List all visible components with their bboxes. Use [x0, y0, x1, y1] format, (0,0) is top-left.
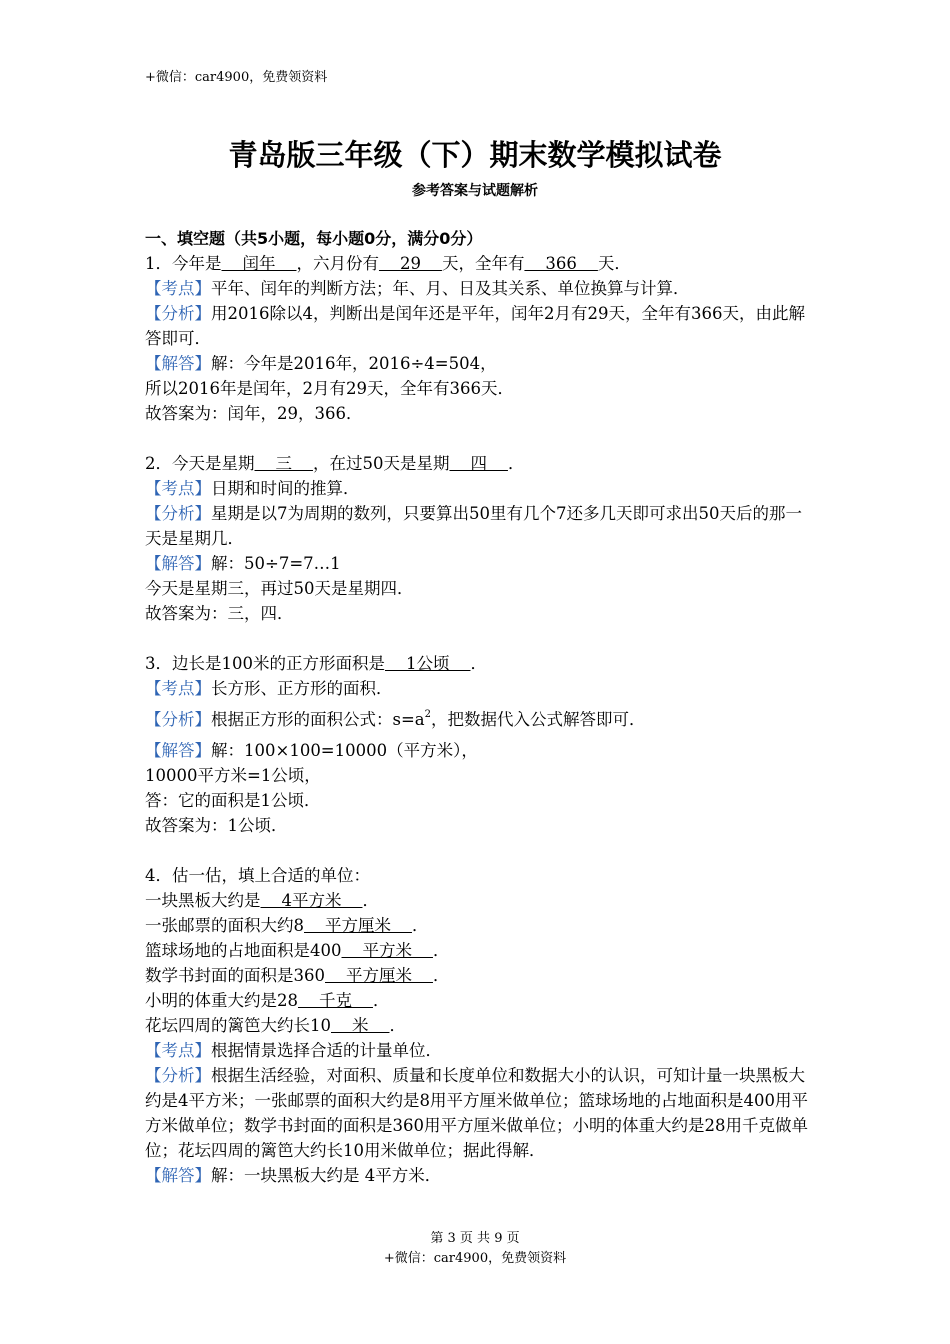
q2-jieda — [145, 551, 810, 576]
q2-text-1: 2．今天是星期 — [145, 454, 255, 473]
fenxi-tag: 【分析】 — [145, 710, 211, 729]
q4-item-text: 花坛四周的篱笆大约长10 — [145, 1016, 331, 1035]
q4-item-end: ． — [362, 891, 379, 910]
q1-text-1: 1．今年是 — [145, 254, 222, 273]
document-body — [145, 226, 810, 1188]
q3-fenxi-superscript: 2 — [424, 708, 432, 720]
q1-solution-line-2: 所以2016年是闰年，2月有29天，全年有366天． — [145, 379, 514, 398]
q3-fenxi-text-b: ，把数据代入公式解答即可． — [431, 710, 646, 729]
q3-fenxi-text-a: 根据正方形的面积公式：s=a — [211, 710, 425, 729]
q1-answer-1: 闰年 — [221, 254, 297, 273]
q1-jieda-text: 解：今年是2016年，2016÷4=504， — [211, 354, 497, 373]
q3-solution-line-2: 10000平方米=1公顷， — [145, 766, 321, 785]
q4-fenxi-text: 根据生活经验，对面积、质量和长度单位和数据大小的认识，可知计量一块黑板大约是4平方米；一张邮票的面积大约是8用平方厘米做单位；篮球场地的占地面积是400用平方米做单位；数学书封面的面积是360用平方厘米做单位；小明的体重大约是28用千克做单位；花坛四周的篱笆大约长10用米做单位；据此得解． — [145, 1066, 808, 1160]
question-3 — [145, 651, 810, 676]
q2-kaodian — [145, 476, 810, 501]
q3-jieda-text: 解：100×100=10000（平方米）， — [211, 741, 478, 760]
q3-solution-line-4: 故答案为：1公顷． — [145, 816, 288, 835]
q1-text-4: 天． — [597, 254, 631, 273]
fenxi-tag: 【分析】 — [145, 304, 211, 323]
question-2 — [145, 451, 810, 476]
q1-answer-3: 366 — [524, 254, 598, 273]
header-note: +微信：car4900，免费领资料 — [145, 70, 328, 85]
q4-item-end: ． — [372, 991, 390, 1010]
page-subtitle: 参考答案与试题解析 — [412, 183, 538, 199]
page-title: 青岛版三年级（下）期末数学模拟试卷 — [228, 138, 722, 172]
q4-item — [145, 888, 810, 913]
q2-jieda-text: 解：50÷7=7…1 — [211, 554, 341, 573]
q4-item-text: 小明的体重大约是28 — [145, 991, 298, 1010]
q2-answer-2: 四 — [449, 454, 508, 473]
q4-item — [145, 913, 810, 938]
q2-fenxi — [145, 501, 810, 551]
q4-jieda — [145, 1163, 810, 1188]
q3-kaodian-text: 长方形、正方形的面积． — [211, 679, 393, 698]
q4-item-text: 数学书封面的面积是360 — [145, 966, 325, 985]
jieda-tag: 【解答】 — [145, 1166, 211, 1185]
q4-item-text: 一张邮票的面积大约8 — [145, 916, 304, 935]
jieda-tag: 【解答】 — [145, 354, 211, 373]
q4-item-answer: 千克 — [298, 991, 373, 1010]
q4-item — [145, 1013, 810, 1038]
q4-item — [145, 988, 810, 1013]
q3-solution-line-3: 答：它的面积是1公顷． — [145, 791, 321, 810]
kaodian-tag: 【考点】 — [145, 679, 211, 698]
q4-item-answer: 4平方米 — [260, 891, 363, 910]
jieda-tag: 【解答】 — [145, 554, 211, 573]
q1-answer-2: 29 — [378, 254, 442, 273]
section-heading: 一、填空题（共5小题，每小题0分，满分0分） — [145, 229, 483, 248]
q4-item-text: 一块黑板大约是 — [145, 891, 261, 910]
q3-text-1: 3．边长是100米的正方形面积是 — [145, 654, 385, 673]
q1-kaodian — [145, 276, 810, 301]
q1-jieda — [145, 351, 810, 376]
q1-kaodian-text: 平年、闰年的判断方法；年、月、日及其关系、单位换算与计算． — [211, 279, 690, 298]
q4-item-answer: 平方厘米 — [325, 966, 433, 985]
q1-fenxi — [145, 301, 810, 351]
q4-kaodian — [145, 1038, 810, 1063]
question-4: 4．估一估，填上合适的单位： — [145, 866, 370, 885]
q2-answer-1: 三 — [254, 454, 313, 473]
kaodian-tag: 【考点】 — [145, 279, 211, 298]
q4-item — [145, 938, 810, 963]
q2-kaodian-text: 日期和时间的推算． — [211, 479, 360, 498]
q3-text-2: ． — [470, 654, 487, 673]
q3-jieda — [145, 738, 810, 763]
q3-fenxi — [145, 707, 810, 732]
kaodian-tag: 【考点】 — [145, 479, 211, 498]
q4-item-answer: 平方厘米 — [304, 916, 412, 935]
q4-item-answer: 平方米 — [341, 941, 433, 960]
footer-note: +微信：car4900，免费领资料 — [383, 1251, 567, 1266]
kaodian-tag: 【考点】 — [145, 1041, 211, 1060]
q4-item — [145, 963, 810, 988]
q2-solution-line-3: 故答案为：三，四． — [145, 604, 294, 623]
q4-item-text: 篮球场地的占地面积是400 — [145, 941, 342, 960]
q2-fenxi-text: 星期是以7为周期的数列，只要算出50里有几个7还多几天即可求出50天后的那一天是星期几． — [145, 504, 802, 548]
q1-text-2: ，六月份有 — [296, 254, 379, 273]
q4-item-end: ． — [432, 966, 450, 985]
q2-text-3: ． — [507, 454, 525, 473]
q4-item-end: ． — [432, 941, 450, 960]
q4-item-end: ． — [411, 916, 429, 935]
q2-solution-line-2: 今天是星期三，再过50天是星期四． — [145, 579, 414, 598]
q1-fenxi-text: 用2016除以4，判断出是闰年还是平年，闰年2月有29天，全年有366天，由此解答即可． — [145, 304, 805, 348]
fenxi-tag: 【分析】 — [145, 504, 211, 523]
q4-fenxi — [145, 1063, 810, 1163]
q1-solution-line-3: 故答案为：闰年，29，366． — [145, 404, 363, 423]
q2-text-2: ，在过50天是星期 — [312, 454, 450, 473]
q4-item-answer: 米 — [331, 1016, 390, 1035]
question-1 — [145, 251, 810, 276]
q3-answer-1: 1公顷 — [385, 654, 471, 673]
jieda-tag: 【解答】 — [145, 741, 211, 760]
fenxi-tag: 【分析】 — [145, 1066, 211, 1085]
q4-jieda-text: 解：一块黑板大约是 4平方米． — [211, 1166, 442, 1185]
q3-kaodian — [145, 676, 810, 701]
q1-text-3: 天，全年有 — [441, 254, 525, 273]
q4-kaodian-text: 根据情景选择合适的计量单位． — [211, 1041, 442, 1060]
q4-item-end: ． — [389, 1016, 406, 1035]
page-number: 第 3 页 共 9 页 — [430, 1231, 520, 1246]
